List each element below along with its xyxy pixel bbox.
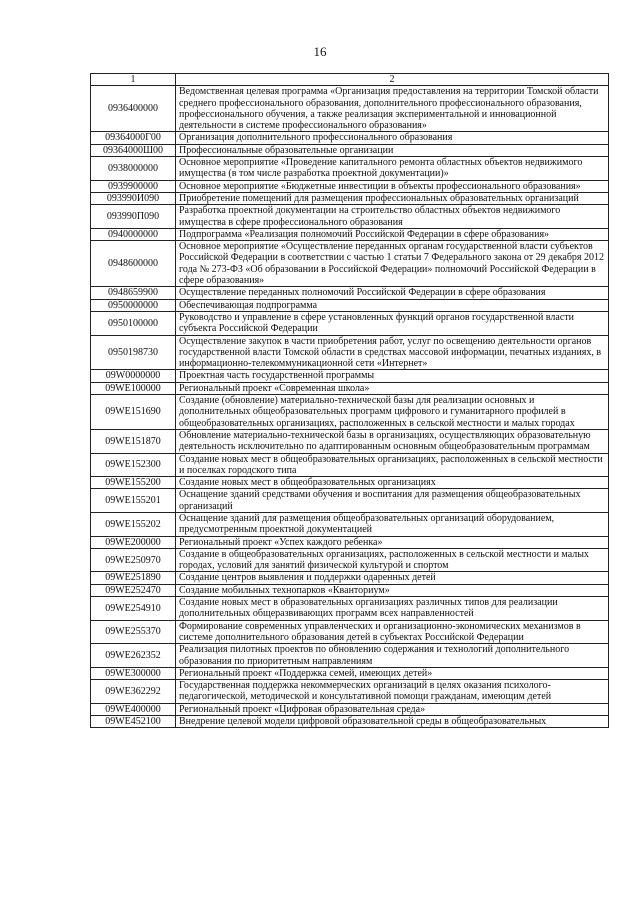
row-code: 09WE200000 — [91, 536, 176, 548]
row-description: Оснащение зданий для размещения общеобразовательных организаций оборудованием, предусмотренным проектной документацией — [176, 512, 609, 536]
table-row — [91, 370, 609, 382]
row-code: 09WE100000 — [91, 382, 176, 394]
table-row — [91, 86, 609, 132]
row-description: Обеспечивающая подпрограмма — [176, 299, 609, 311]
row-code: 0948659900 — [91, 287, 176, 299]
row-code: 09WE252470 — [91, 584, 176, 596]
row-description: Региональный проект «Поддержка семей, имеющих детей» — [176, 667, 609, 679]
table-row — [91, 512, 609, 536]
row-description: Государственная поддержка некоммерческих организаций в целях оказания психолого-педагогической, методической и консультативной помощи гражданам, имеющим детей — [176, 680, 609, 704]
table-row — [91, 382, 609, 394]
row-description: Создание новых мест в общеобразовательных организациях — [176, 477, 609, 489]
row-description: Руководство и управление в сфере установленных функций органов государственной власти субъекта Российской Федерации — [176, 311, 609, 335]
table-row — [91, 477, 609, 489]
table-row — [91, 644, 609, 668]
row-code: 09WE251890 — [91, 572, 176, 584]
row-code: 0939900000 — [91, 180, 176, 192]
table-row — [91, 132, 609, 144]
row-code: 0948600000 — [91, 241, 176, 287]
table-row — [91, 620, 609, 644]
row-description: Проектная часть государственной программы — [176, 370, 609, 382]
table-row — [91, 536, 609, 548]
row-description: Создание мобильных технопарков «Кванториум» — [176, 584, 609, 596]
row-code: 09WE400000 — [91, 703, 176, 715]
row-code: 09WE155201 — [91, 489, 176, 513]
row-code: 09WE300000 — [91, 667, 176, 679]
row-description: Осуществление переданных полномочий Российской Федерации в сфере образования — [176, 287, 609, 299]
header-cell-1: 1 — [91, 74, 176, 86]
table-row — [91, 205, 609, 229]
table-row — [91, 429, 609, 453]
row-code: 093990П090 — [91, 205, 176, 229]
row-code: 0938000000 — [91, 157, 176, 181]
row-code: 09364000Г00 — [91, 132, 176, 144]
row-code: 09WE262352 — [91, 644, 176, 668]
table-body — [91, 74, 609, 728]
row-description: Основное мероприятие «Бюджетные инвестиции в объекты профессионального образования» — [176, 180, 609, 192]
table-row — [91, 489, 609, 513]
table-row — [91, 180, 609, 192]
row-code: 0950198730 — [91, 335, 176, 370]
table-row — [91, 680, 609, 704]
table-row — [91, 335, 609, 370]
row-code: 0940000000 — [91, 228, 176, 240]
row-code: 09WE151870 — [91, 429, 176, 453]
row-description: Создание в общеобразовательных организациях, расположенных в сельской местности и малых городах, условий для занятий физической культурой и спортом — [176, 548, 609, 572]
row-code: 093990И090 — [91, 192, 176, 204]
table-row — [91, 395, 609, 430]
row-code: 09WE254910 — [91, 597, 176, 621]
table-header-row — [91, 74, 609, 86]
row-description: Обновление материально-технической базы в организациях, осуществляющих образовательную деятельность исключительно по адаптированным основным общеобразовательным программам — [176, 429, 609, 453]
classification-table — [90, 73, 609, 728]
table-row — [91, 192, 609, 204]
row-code: 09WE155200 — [91, 477, 176, 489]
row-description: Создание новых мест в образовательных организациях различных типов для реализации дополнительных общеразвивающих программ всех направленностей — [176, 597, 609, 621]
row-code: 09WE255370 — [91, 620, 176, 644]
row-description: Подпрограмма «Реализация полномочий Российской Федерации в сфере образования» — [176, 228, 609, 240]
row-description: Создание новых мест в общеобразовательных организациях, расположенных в сельской местности и поселках городского типа — [176, 453, 609, 477]
table-row — [91, 584, 609, 596]
row-description: Основное мероприятие «Проведение капитального ремонта областных объектов недвижимого имущества (в том числе разработка проектной документации)» — [176, 157, 609, 181]
row-description: Организация дополнительного профессионального образования — [176, 132, 609, 144]
table-row — [91, 287, 609, 299]
row-description: Приобретение помещений для размещения профессиональных образовательных организаций — [176, 192, 609, 204]
table-row — [91, 228, 609, 240]
table-row — [91, 299, 609, 311]
row-code: 09W0000000 — [91, 370, 176, 382]
table-row — [91, 572, 609, 584]
row-code: 09WE250970 — [91, 548, 176, 572]
row-code: 0950000000 — [91, 299, 176, 311]
table-row — [91, 667, 609, 679]
row-description: Профессиональные образовательные организации — [176, 144, 609, 156]
table-row — [91, 703, 609, 715]
row-code: 0950100000 — [91, 311, 176, 335]
row-code: 09WE155202 — [91, 512, 176, 536]
row-code: 0936400000 — [91, 86, 176, 132]
table-row — [91, 157, 609, 181]
row-description: Формирование современных управленческих и организационно-экономических механизмов в системе дополнительного образования детей в субъектах Российской Федерации — [176, 620, 609, 644]
row-description: Оснащение зданий средствами обучения и воспитания для размещения общеобразовательных организаций — [176, 489, 609, 513]
row-code: 09WE362292 — [91, 680, 176, 704]
table-row — [91, 548, 609, 572]
table-row — [91, 597, 609, 621]
row-code: 09WE452100 — [91, 716, 176, 728]
row-description: Осуществление закупок в части приобретения работ, услуг по освещению деятельности органов государственной власти Томской области в средствах массовой информации, печатных изданиях, в информационно-телекоммуникационной сети «Интернет» — [176, 335, 609, 370]
row-description: Региональный проект «Современная школа» — [176, 382, 609, 394]
table-row — [91, 453, 609, 477]
row-code: 09364000Ш00 — [91, 144, 176, 156]
row-description: Региональный проект «Успех каждого ребенка» — [176, 536, 609, 548]
row-description: Реализация пилотных проектов по обновлению содержания и технологий дополнительного образования по приоритетным направлениям — [176, 644, 609, 668]
row-code: 09WE152300 — [91, 453, 176, 477]
page-number: 16 — [313, 44, 327, 59]
row-code: 09WE151690 — [91, 395, 176, 430]
row-description: Основное мероприятие «Осуществление переданных органам государственной власти субъектов Российской Федерации в соответствии с частью 1 статьи 7 Федерального закона от 29 декабря 2012 года № 273-ФЗ «Об образовании в Российской Федерации» полномочий Российской Федерации в сфере образования» — [176, 241, 609, 287]
table-row — [91, 241, 609, 287]
table-row — [91, 311, 609, 335]
row-description: Создание (обновление) материально-технической базы для реализации основных и дополнительных общеобразовательных программ цифрового и гуманитарного профилей в общеобразовательных организациях, расположенных в сельской местности и малых городах — [176, 395, 609, 430]
table-row — [91, 144, 609, 156]
header-cell-2: 2 — [176, 74, 609, 86]
row-description: Разработка проектной документации на строительство областных объектов недвижимого имущества в сфере профессионального образования — [176, 205, 609, 229]
row-description: Региональный проект «Цифровая образовательная среда» — [176, 703, 609, 715]
table-row — [91, 716, 609, 728]
row-description: Внедрение целевой модели цифровой образовательной среды в общеобразовательных — [176, 716, 609, 728]
row-description: Создание центров выявления и поддержки одаренных детей — [176, 572, 609, 584]
row-description: Ведомственная целевая программа «Организация предоставления на территории Томской области среднего профессионального образования, дополнительного профессионального образования, профессионального обучения, а также реализация экспериментальной и инновационной деятельности в системе профессионального образования» — [176, 86, 609, 132]
